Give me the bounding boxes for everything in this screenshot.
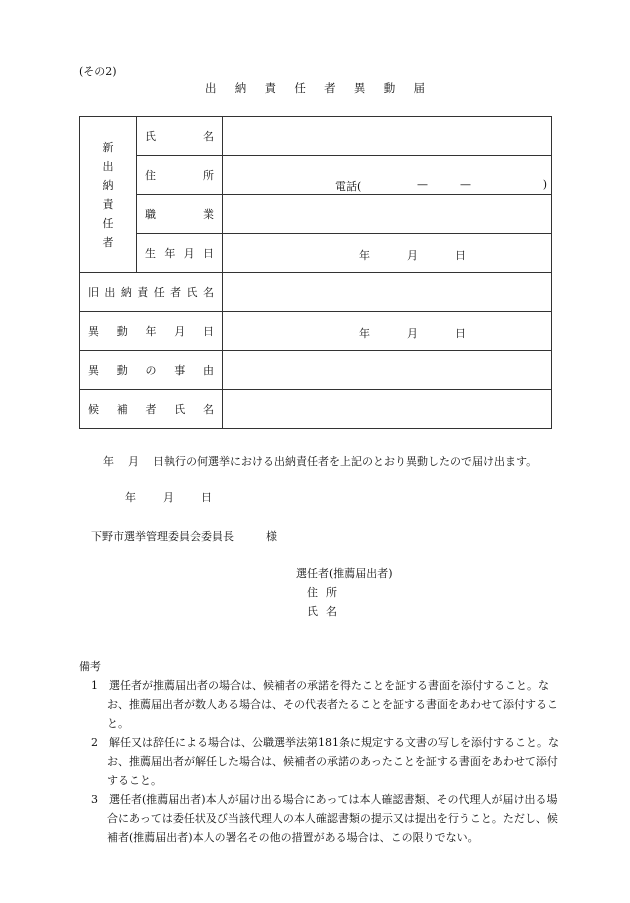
candidate-name-label: 候 補 者 氏 名 [80, 390, 223, 429]
change-date-label: 異 動 年 月 日 [80, 312, 223, 351]
group-char: 責 [102, 197, 114, 211]
phone-separator: — [417, 178, 428, 191]
group-char: 新 [102, 140, 114, 154]
title-char: 異 [353, 81, 366, 95]
title-char: 者 [324, 81, 336, 95]
form-table [79, 116, 552, 429]
phone-line [335, 178, 547, 194]
name-field[interactable] [223, 117, 552, 156]
dob-year: 年 [359, 249, 370, 262]
dob-label: 生 年 月 日 [137, 234, 223, 273]
change-date-field[interactable] [223, 312, 552, 351]
phone-prefix: 電話( [335, 180, 362, 193]
group-char: 者 [102, 235, 114, 249]
title-char: 動 [383, 81, 396, 95]
title-char: 届 [413, 81, 425, 95]
change-day: 日 [455, 327, 466, 340]
form-title [205, 80, 425, 96]
new-treasurer-group-label [80, 117, 137, 273]
statement-month: 月 [128, 455, 139, 468]
name-label: 氏 名 [137, 117, 223, 156]
signer-name-label: 氏 名 [307, 605, 337, 618]
addressee-name: 下野市選挙管理委員会委員長 [91, 530, 234, 543]
dob-day: 日 [455, 249, 466, 262]
occupation-field[interactable] [223, 195, 552, 234]
notes [79, 657, 559, 847]
submission-date: 年 月 日 [125, 491, 212, 504]
occupation-label: 職 業 [137, 195, 223, 234]
statement [103, 453, 537, 469]
phone-separator: — [460, 178, 471, 191]
group-char: 納 [102, 178, 114, 192]
change-reason-label: 異 動 の 事 由 [80, 351, 223, 390]
form-number: (その2) [79, 65, 117, 78]
group-char: 出 [102, 159, 114, 173]
old-treasurer-name-label: 旧 出 納 責 任 者 氏 名 [80, 273, 223, 312]
note-item: 2 解任又は辞任による場合は、公職選挙法第181条に規定する文書の写しを添付すること。なお、推薦届出者が解任した場合は、候補者の承諾のあったことを証する書面をあわせて添付すること。 [91, 736, 559, 787]
statement-year: 年 [103, 455, 114, 468]
signer-address-label: 住 所 [307, 586, 337, 599]
group-char: 任 [102, 216, 114, 230]
old-treasurer-name-field[interactable] [223, 273, 552, 312]
address-field[interactable] [223, 156, 552, 195]
change-month: 月 [407, 327, 418, 340]
title-char: 出 [205, 81, 217, 95]
title-char: 責 [264, 81, 277, 95]
title-char: 納 [234, 81, 247, 95]
addressee [91, 528, 277, 544]
signer-title: 選任者(推薦届出者) [296, 567, 393, 580]
phone-suffix: ) [542, 178, 547, 191]
title-char: 任 [294, 81, 306, 95]
statement-text: 日執行の何選挙における出納責任者を上記のとおり異動したので届け出ます。 [153, 455, 538, 468]
note-item: 3 選任者(推薦届出者)本人が届け出る場合にあっては本人確認書類、その代理人が届け出る場合にあっては委任状及び当該代理人の本人確認書類の提示又は提出を行うこと。ただし、候補者(推薦届出者)本人の署名その他の措置がある場合は、この限りでない。 [91, 793, 558, 844]
dob-month: 月 [407, 249, 418, 262]
change-year: 年 [359, 327, 370, 340]
addressee-honorific: 様 [266, 530, 277, 543]
dob-field[interactable] [223, 234, 552, 273]
change-reason-field[interactable] [223, 351, 552, 390]
address-label: 住 所 [137, 156, 223, 195]
note-item: 1 選任者が推薦届出者の場合は、候補者の承諾を得たことを証する書面を添付すること。なお、推薦届出者が数人ある場合は、その代表者たることを証する書面をあわせて添付すること。 [91, 679, 558, 730]
notes-heading: 備考 [79, 660, 101, 673]
candidate-name-field[interactable] [223, 390, 552, 429]
